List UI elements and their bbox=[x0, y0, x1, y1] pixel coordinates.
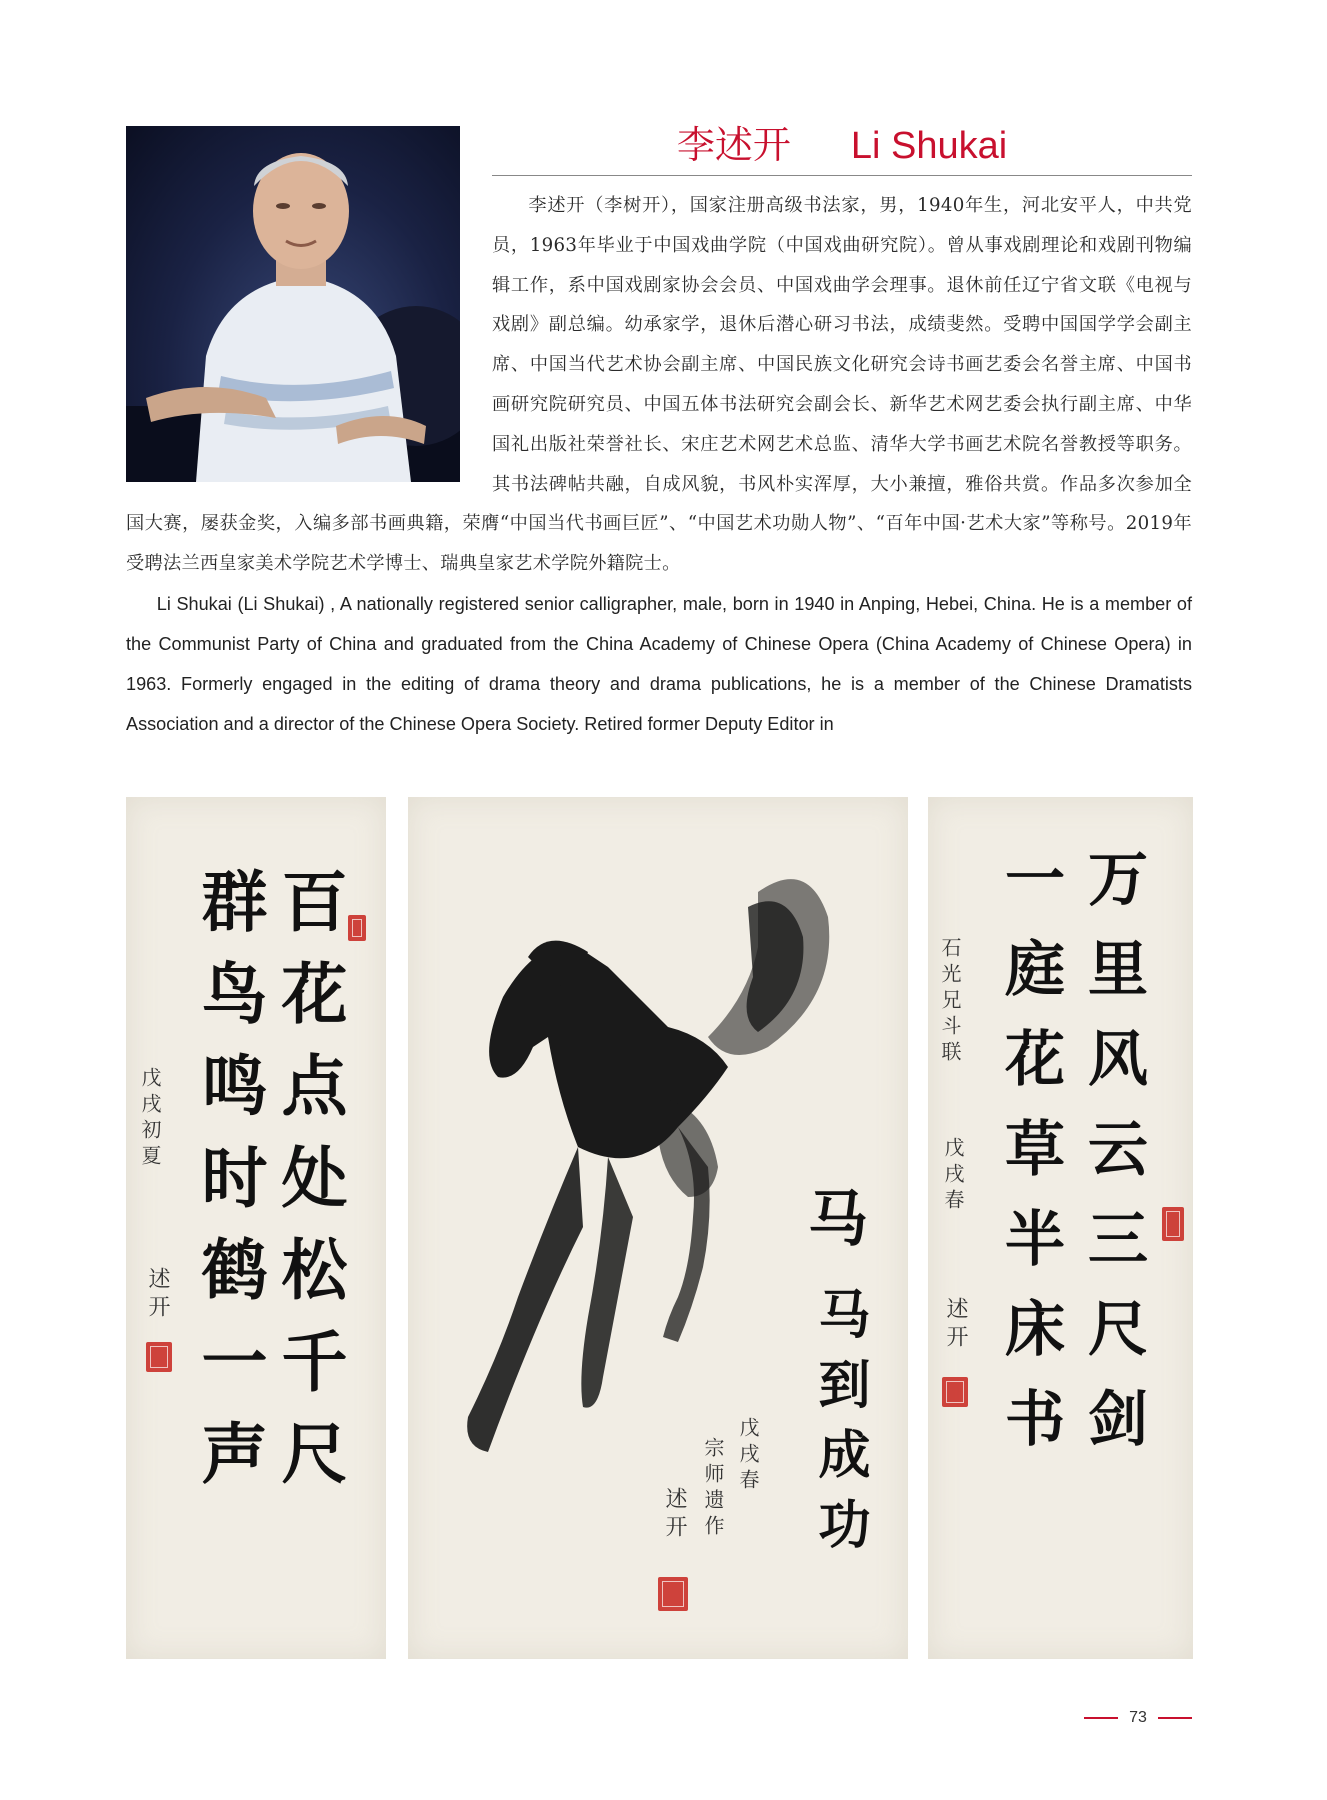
artist-signature: 述开 bbox=[145, 1267, 170, 1323]
seal-stamp bbox=[146, 1342, 172, 1372]
inscription-date: 戊戌初夏 bbox=[138, 1067, 162, 1171]
seal-stamp bbox=[942, 1377, 968, 1407]
artist-name-cn: 李述开 bbox=[676, 125, 791, 167]
page-number-value: 73 bbox=[1129, 1709, 1147, 1726]
calligraphy-couplet-right bbox=[928, 797, 1193, 1659]
biography-english: Li Shukai (Li Shukai) , A nationally registered senior calligrapher, male, born in 1940 in Anping, Hebei, China. He is a member of the Communist Party of China and graduated from the China Academy of Chinese Opera (China Academy of Chinese Opera) in 1963. Formerly engaged in the editing of drama theory and drama publications, he is a member of the Chinese Dramatists Association and a director of the Chinese Opera Society. Retired former Deputy Editor in bbox=[126, 594, 1192, 734]
couplet-line-2: 群鸟鸣时鹤一声 bbox=[190, 867, 268, 1511]
inscription-date: 戊戌春 bbox=[736, 1417, 760, 1495]
horse-painting bbox=[408, 797, 908, 1659]
artist-name-title bbox=[492, 118, 1192, 174]
calligraphy-couplet-left bbox=[126, 797, 386, 1659]
inscription-text: 宗师遗作 bbox=[701, 1437, 725, 1541]
couplet-line-1: 百花点处松千尺 bbox=[270, 867, 348, 1511]
biography-chinese bbox=[126, 186, 1192, 584]
seal-stamp bbox=[658, 1577, 688, 1611]
artist-signature: 述开 bbox=[662, 1487, 687, 1543]
artist-signature: 述开 bbox=[943, 1297, 968, 1353]
page-number bbox=[1084, 1706, 1192, 1730]
inscription-text: 石光兄斗联 bbox=[938, 937, 962, 1067]
painting-title: 马到成功 bbox=[809, 1287, 870, 1567]
couplet-line-1: 万里风云三尺剑 bbox=[1078, 847, 1148, 1477]
artist-name-en: Li Shukai bbox=[850, 125, 1008, 167]
inscription-date: 戊戌春 bbox=[941, 1137, 965, 1215]
page-number-bar-left bbox=[1084, 1717, 1118, 1719]
seal-stamp bbox=[1162, 1207, 1184, 1241]
couplet-line-2: 一庭花草半床书 bbox=[995, 847, 1065, 1477]
seal-stamp bbox=[348, 915, 366, 941]
bio-cn-text: 李述开（李树开），国家注册高级书法家，男，1940年生，河北安平人，中共党员，1963年毕业于中国戏曲学院（中国戏曲研究院）。曾从事戏剧理论和戏剧刊物编辑工作，系中国戏剧家协会会员、中国戏曲学会理事。退休前任辽宁省文联《电视与戏剧》副总编。幼承家学，退休后潜心研习书法，成绩斐然。受聘中国国学学会副主席、中国当代艺术协会副主席、中国民族文化研究会诗书画艺委会名誉主席、中国书画研究院研究员、中国五体书法研究会副会长、新华艺术网艺委会执行副主席、中华国礼出版社荣誉社长、宋庄艺术网艺术总监、清华大学书画艺术院名誉教授等职务。其书法碑帖共融，自成风貌，书风朴实浑厚，大小兼擅，雅俗共赏。作品多次参加全国大赛，屡获金奖，入编多部书画典籍，荣膺“中国当代书画巨匠”、“中国艺术功勋人物”、“百年中国·艺术大家”等称号。2019年受聘法兰西皇家美术学院艺术学博士、瑞典皇家艺术学院外籍院士。 bbox=[126, 195, 1192, 575]
svg-text:马: 马 bbox=[798, 1187, 868, 1247]
page-number-bar-right bbox=[1158, 1717, 1192, 1719]
title-divider bbox=[492, 175, 1192, 176]
